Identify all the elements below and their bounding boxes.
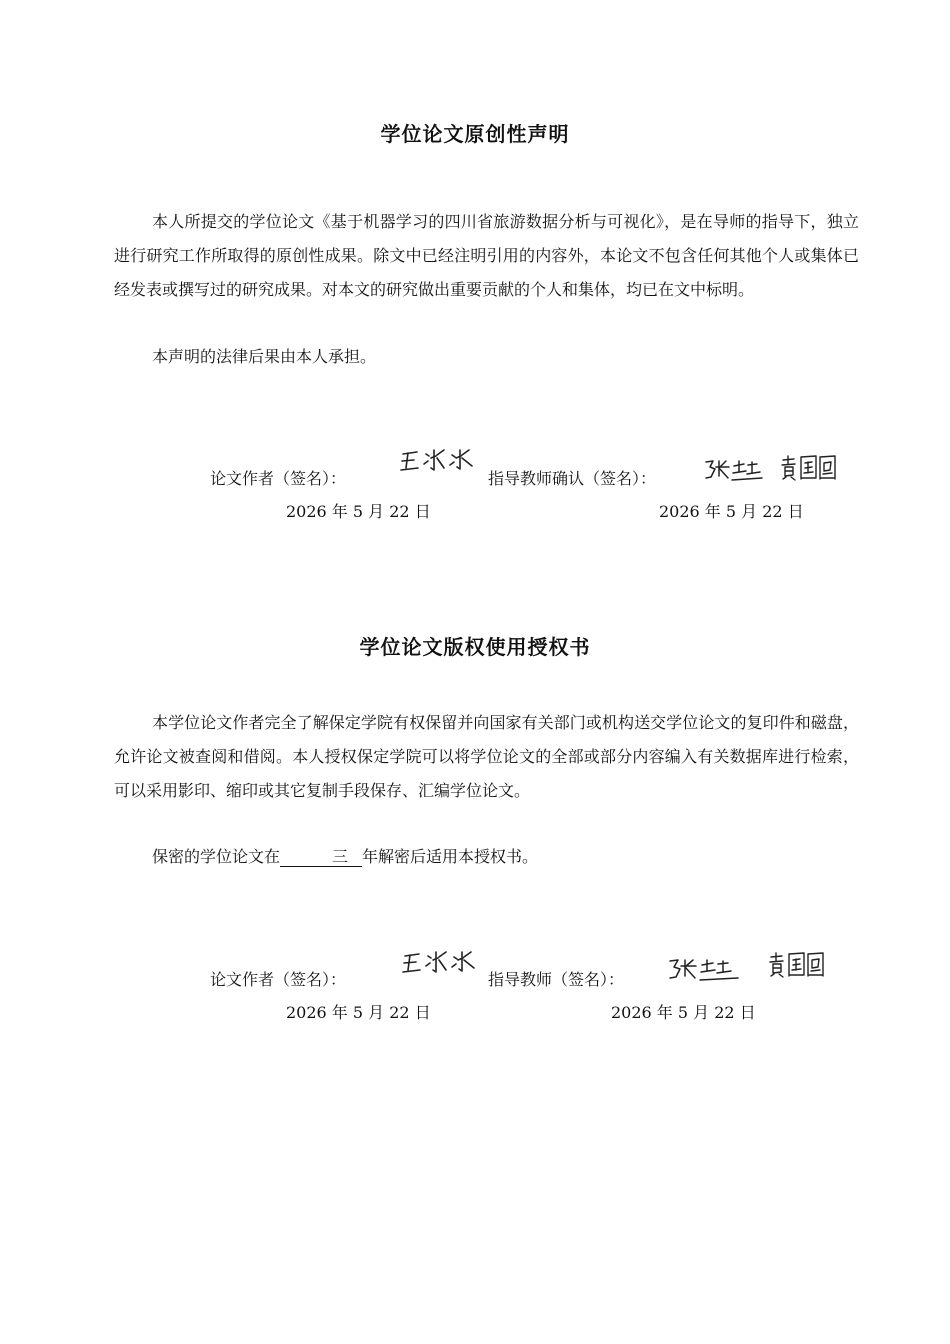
authorization-title: 学位论文版权使用授权书: [359, 635, 591, 659]
secrecy-prefix: 保密的学位论文在: [152, 847, 281, 866]
authorization-advisor-label: 指导教师（签名）：: [488, 970, 625, 989]
declaration-author-label: 论文作者（签名）：: [210, 469, 347, 488]
authorization-secrecy-line: [114, 840, 859, 874]
authorization-advisor-signature-1: [668, 955, 744, 987]
declaration-title: 学位论文原创性声明: [380, 122, 570, 146]
authorization-author-signature: [402, 948, 486, 984]
declaration-advisor-signature-2: [780, 452, 840, 486]
declaration-author-date: 2026 年 5 月 22 日: [286, 502, 431, 521]
declaration-advisor-signature-1: [704, 456, 766, 486]
authorization-author-date: 2026 年 5 月 22 日: [286, 1003, 431, 1022]
secrecy-suffix: 年解密后适用本授权书。: [362, 847, 539, 866]
authorization-paragraph-1: 本学位论文作者完全了解保定学院有权保留并向国家有关部门或机构送交学位论文的复印件和磁盘，允许论文被查阅和借阅。本人授权保定学院可以将学位论文的全部或部分内容编入有关数据库进行检索，可以采用影印、缩印或其它复制手段保存、汇编学位论文。: [114, 713, 859, 800]
declaration-paragraph-2: 本声明的法律后果由本人承担。: [152, 347, 377, 366]
declaration-paragraph-1: 本人所提交的学位论文《基于机器学习的四川省旅游数据分析与可视化》，是在导师的指导下，独立进行研究工作所取得的原创性成果。除文中已经注明引用的内容外，本论文不包含任何其他个人或集体已经发表或撰写过的研究成果。对本文的研究做出重要贡献的个人和集体，均已在文中标明。: [114, 212, 859, 299]
secrecy-years: 三: [280, 848, 362, 867]
authorization-author-label: 论文作者（签名）：: [210, 970, 347, 989]
authorization-advisor-date: 2026 年 5 月 22 日: [611, 1003, 756, 1022]
authorization-advisor-signature-2: [768, 948, 828, 984]
declaration-author-signature: [400, 446, 484, 482]
declaration-advisor-date: 2026 年 5 月 22 日: [659, 502, 804, 521]
declaration-advisor-label: 指导教师确认（签名）：: [488, 469, 657, 488]
